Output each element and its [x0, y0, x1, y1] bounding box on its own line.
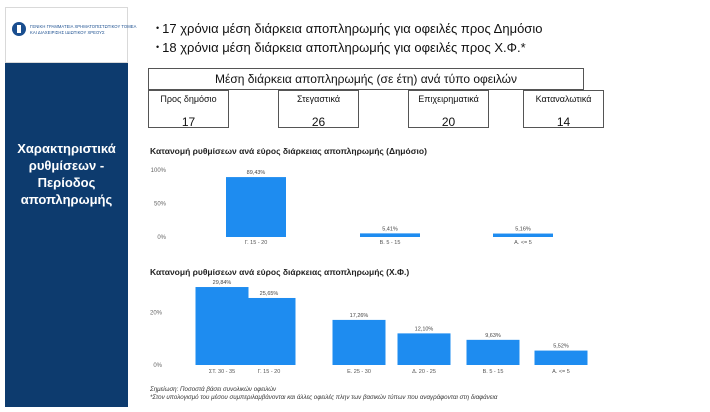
- section-title-line: αποπληρωμής: [20, 192, 113, 207]
- category-label: Γ. 15 - 20: [257, 369, 281, 375]
- y-tick-label: 0%: [153, 363, 162, 369]
- data-label: 5,41%: [382, 226, 398, 233]
- bar: [467, 340, 520, 365]
- card-label: Προς δημόσιο: [160, 94, 217, 104]
- data-label: 5,52%: [553, 343, 569, 350]
- bar: [226, 177, 286, 237]
- card-value: 14: [556, 115, 571, 129]
- section-title-line: Χαρακτηριστικά: [17, 141, 116, 156]
- data-label: 29,84%: [212, 280, 232, 287]
- card-value: 17: [181, 115, 196, 129]
- category-label: Α. <= 5: [514, 240, 532, 246]
- y-tick-label: 20%: [149, 310, 162, 317]
- bar: [360, 233, 420, 237]
- logo-text-line1: ΓΕΝΙΚΗ ΓΡΑΜΜΑΤΕΙΑ ΧΡΗΜΑΤΟΠΙΣΤΩΤΙΚΟΥ ΤΟΜΕΑ: [30, 24, 137, 29]
- card-label: Επιχειρηματικά: [418, 94, 479, 104]
- data-label: 17,26%: [349, 312, 369, 319]
- category-label: Β. 5 - 15: [482, 369, 504, 375]
- bullet-icon: •: [156, 23, 160, 33]
- card-label: Στεγαστικά: [296, 94, 341, 104]
- category-label: Α. <= 5: [552, 369, 570, 375]
- bar: [493, 234, 553, 237]
- category-label: ΣΤ. 30 - 35: [208, 369, 236, 375]
- data-label: 9,63%: [485, 332, 501, 339]
- category-label: Β. 5 - 15: [379, 240, 401, 246]
- footnote-asterisk: *Στον υπολογισμό του μέσου συμπεριλαμβάνονται και άλλες οφειλές πλην των βασικών τύπων που αναγράφονται στη διαφάνεια: [150, 394, 498, 401]
- chart-title-private: Κατανομή ρυθμίσεων ανά εύρος διάρκειας αποπληρωμής (Χ.Φ.): [150, 267, 410, 277]
- card-label: Καταναλωτικά: [535, 94, 592, 104]
- chart-title-public: Κατανομή ρυθμίσεων ανά εύρος διάρκειας αποπληρωμής (Δημόσιο): [150, 146, 427, 156]
- logo-text-line2: ΚΑΙ ΔΙΑΧΕΙΡΙΣΗΣ ΙΔΙΩΤΙΚΟΥ ΧΡΕΟΥΣ: [30, 30, 105, 35]
- key-point-text: 17 χρόνια μέση διάρκεια αποπληρωμής για οφειλές προς Δημόσιο: [162, 21, 543, 36]
- footnote-note: Σημείωση: Ποσοστά βάσει συνολικών οφειλών: [150, 386, 277, 393]
- bar: [333, 320, 386, 365]
- section-title-line: ρυθμίσεων -: [28, 158, 105, 173]
- bar: [243, 298, 296, 365]
- data-label: 5,16%: [515, 226, 531, 233]
- card-value: 26: [311, 115, 326, 129]
- y-tick-label: 50%: [153, 201, 166, 208]
- bullet-icon: •: [156, 42, 160, 52]
- bar: [535, 351, 588, 365]
- card-value: 20: [441, 115, 456, 129]
- data-label: 12,10%: [414, 326, 434, 333]
- bar: [398, 333, 451, 365]
- key-point-text: 18 χρόνια μέση διάρκεια αποπληρωμής για οφειλές προς Χ.Φ.*: [162, 40, 526, 55]
- data-label: 25,65%: [259, 290, 279, 297]
- y-tick-label: 100%: [150, 168, 166, 174]
- data-label: 89,43%: [246, 170, 266, 177]
- bar: [196, 287, 249, 365]
- category-label: Ε. 25 - 30: [347, 369, 371, 375]
- category-label: Δ. 20 - 25: [412, 369, 436, 375]
- summary-header: Μέση διάρκεια αποπληρωμής (σε έτη) ανά τύπο οφειλών: [148, 68, 584, 90]
- y-tick-label: 0%: [157, 235, 166, 241]
- section-title-line: Περίοδος: [37, 175, 96, 190]
- category-label: Γ. 15 - 20: [244, 240, 268, 246]
